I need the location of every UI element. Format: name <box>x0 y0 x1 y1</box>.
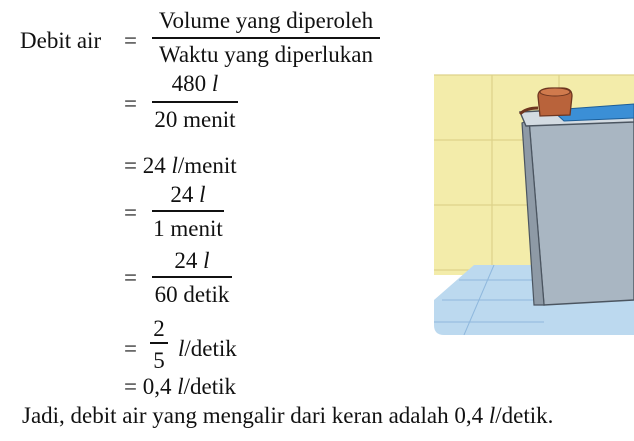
unit-label: l/detik <box>178 336 237 361</box>
equals-sign: = <box>124 265 137 290</box>
equals-sign: = <box>124 200 137 225</box>
equals-sign: = <box>124 336 137 361</box>
equals-sign: = <box>124 91 137 116</box>
fraction-numerator: 24 l <box>170 182 206 207</box>
fraction-numerator: 24 l <box>174 248 210 273</box>
fraction-bar <box>150 342 168 344</box>
fraction-denominator: 20 menit <box>154 107 236 132</box>
fraction-denominator: Waktu yang diperlukan <box>158 42 374 67</box>
result-line-detik: = 0,4 l/detik <box>124 374 237 399</box>
fraction-denominator: 1 menit <box>153 216 223 241</box>
debit-air-label: Debit air <box>20 28 102 53</box>
fraction-bar <box>152 101 238 103</box>
tub-front <box>529 118 634 305</box>
result-line-menit: = 24 l/menit <box>124 153 237 178</box>
fraction-bar <box>152 210 224 212</box>
fraction-numerator: Volume yang diperoleh <box>158 8 374 33</box>
fraction-denominator: 5 <box>153 348 165 373</box>
bathtub-illustration <box>434 0 634 335</box>
equals-sign: = <box>124 28 137 53</box>
fraction-bar <box>152 37 380 39</box>
fraction-bar <box>152 276 232 278</box>
fraction-numerator: 2 <box>153 316 165 341</box>
fraction-denominator: 60 detik <box>154 282 230 307</box>
fraction-numerator: 480 l <box>171 71 219 96</box>
conclusion-text: Jadi, debit air yang mengalir dari keran adalah 0,4 l/detik. <box>22 403 554 428</box>
